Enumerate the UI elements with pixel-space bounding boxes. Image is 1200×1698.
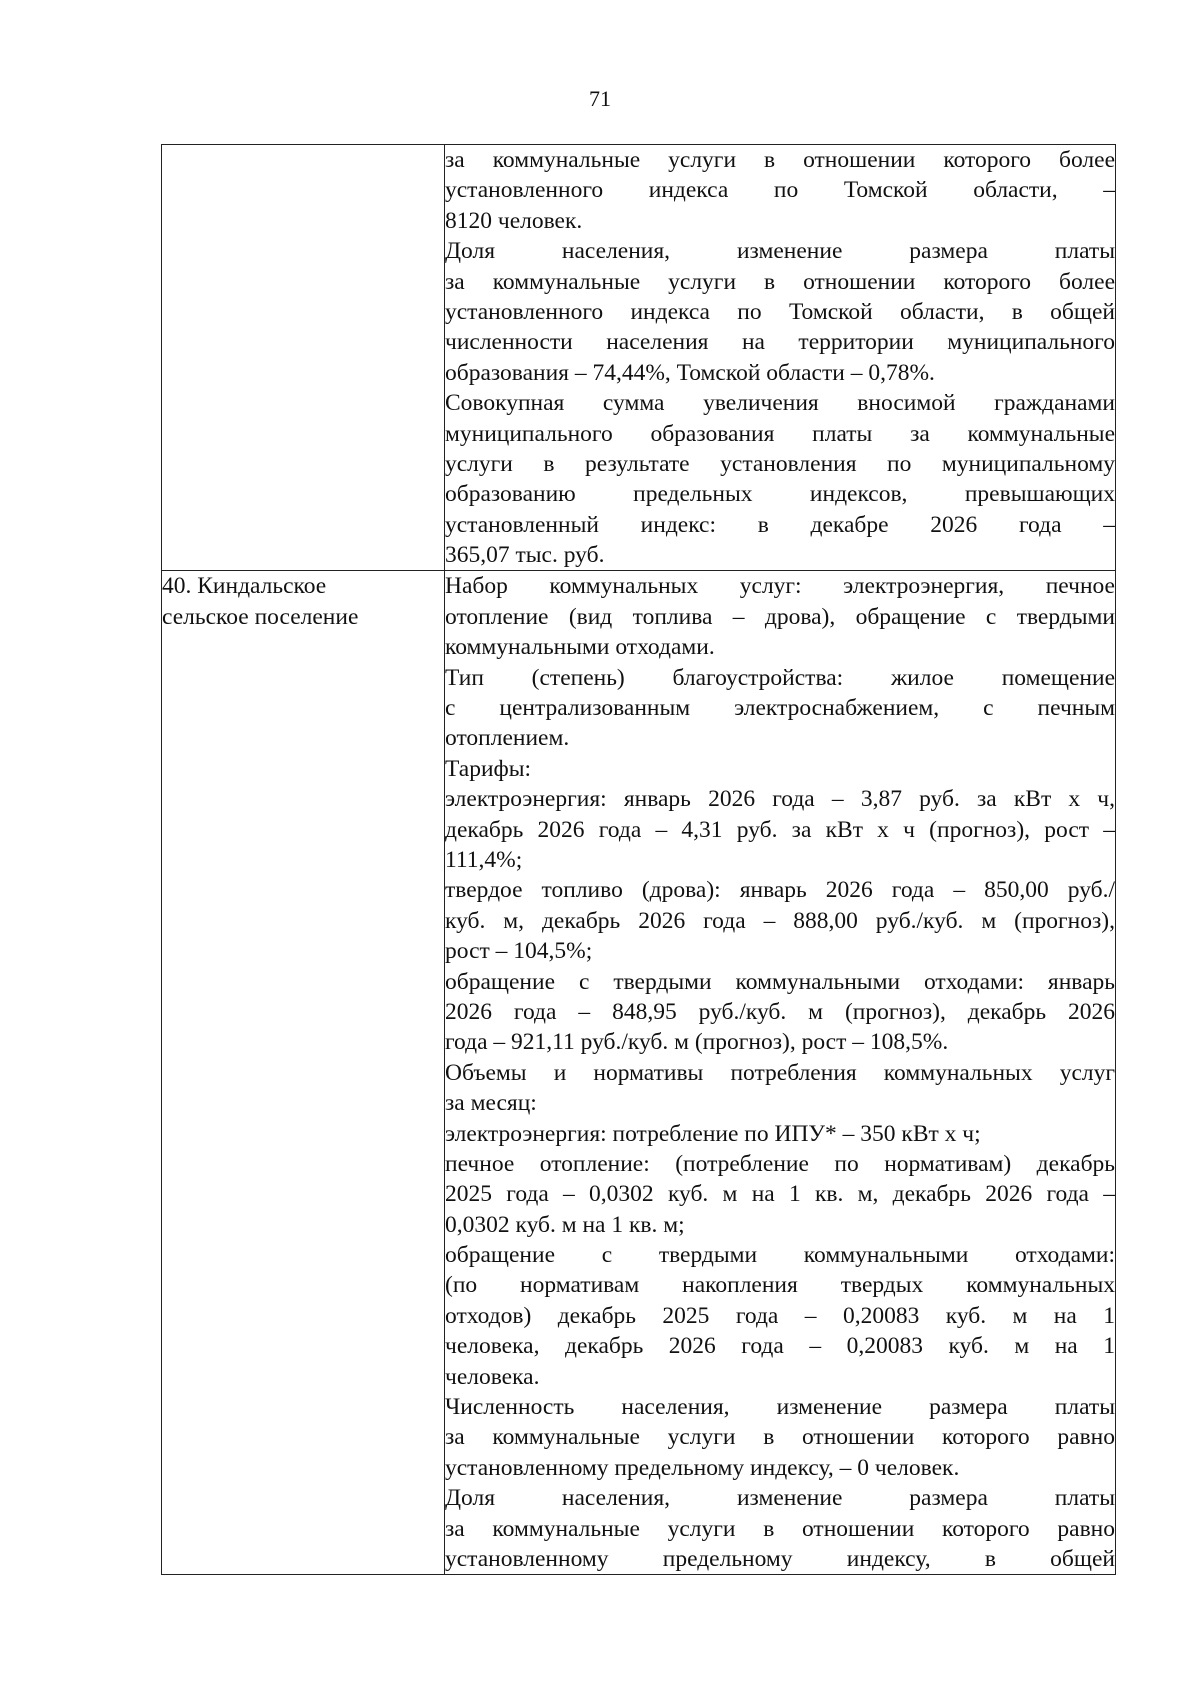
text-line: установленному предельному индексу, – 0 человек.	[445, 1454, 960, 1481]
text-line: куб. м, декабрь 2026 года – 888,00 руб./куб. м (прогноз),	[445, 907, 1115, 934]
text-line: отоплением.	[445, 725, 570, 752]
municipality-name-line: 40. Киндальское	[162, 573, 327, 600]
text-line: декабрь 2026 года – 4,31 руб. за кВт х ч (прогноз), рост –	[445, 816, 1115, 843]
text-line: 8120 человек.	[445, 207, 583, 234]
text-line: Тарифы:	[445, 755, 532, 782]
text-line: за коммунальные услуги в отношении которого равно	[445, 1424, 1115, 1451]
text-line: коммунальными отходами.	[445, 634, 715, 661]
table-row	[162, 571, 1116, 1575]
text-line: образованию предельных индексов, превышающих	[445, 481, 1115, 508]
text-line: рост – 104,5%;	[445, 938, 593, 965]
text-line: человека.	[445, 1363, 540, 1390]
table-body	[162, 145, 1116, 1575]
text-line: отопление (вид топлива – дрова), обращение с твердыми	[445, 603, 1115, 630]
text-line: муниципального образования платы за коммунальные	[445, 420, 1115, 447]
municipality-cell	[162, 145, 445, 571]
data-table	[161, 144, 1116, 1575]
text-line: Численность населения, изменение размера платы	[445, 1394, 1115, 1421]
text-line: образования – 74,44%, Томской области – 0,78%.	[445, 359, 935, 386]
text-line: за коммунальные услуги в отношении которого более	[445, 147, 1115, 173]
text-line: (по нормативам накопления твердых коммунальных	[445, 1272, 1115, 1299]
text-line: за коммунальные услуги в отношении которого равно	[445, 1515, 1115, 1542]
text-line: обращение с твердыми коммунальными отходами:	[445, 1242, 1115, 1269]
text-line: установленного индекса по Томской области, –	[445, 177, 1115, 204]
text-line: Тип (степень) благоустройства: жилое помещение	[445, 664, 1115, 691]
text-line: установленного индекса по Томской области, в общей	[445, 298, 1115, 325]
text-line: твердое топливо (дрова): январь 2026 года – 850,00 руб./	[445, 877, 1115, 904]
text-line: года – 921,11 руб./куб. м (прогноз), рост – 108,5%.	[445, 1029, 949, 1056]
text-line: услуги в результате установления по муниципальному	[445, 450, 1115, 477]
text-line: Объемы и нормативы потребления коммунальных услуг	[445, 1059, 1115, 1086]
text-line: Набор коммунальных услуг: электроэнергия, печное	[445, 573, 1115, 600]
text-line: с централизованным электроснабжением, с печным	[445, 695, 1115, 722]
text-line: обращение с твердыми коммунальными отходами: январь	[445, 968, 1115, 995]
text-line: человека, декабрь 2026 года – 0,20083 куб. м на 1	[445, 1333, 1115, 1360]
table-row	[162, 145, 1116, 571]
text-line: численности населения на территории муниципального	[445, 329, 1115, 356]
page-number: 71	[589, 86, 611, 111]
text-line: установленный индекс: в декабре 2026 года –	[445, 511, 1115, 538]
description-cell	[445, 571, 1116, 1575]
text-line: Совокупная сумма увеличения вносимой гражданами	[445, 390, 1115, 417]
text-line: электроэнергия: потребление по ИПУ* – 350 кВт х ч;	[445, 1120, 981, 1147]
text-line: за месяц:	[445, 1090, 537, 1117]
municipality-name-line: сельское поселение	[162, 603, 359, 630]
text-line: отходов) декабрь 2025 года – 0,20083 куб. м на 1	[445, 1302, 1115, 1329]
text-line: 111,4%;	[445, 846, 523, 873]
text-line: за коммунальные услуги в отношении которого более	[445, 268, 1115, 295]
description-cell	[445, 145, 1116, 571]
text-line: электроэнергия: январь 2026 года – 3,87 руб. за кВт х ч,	[445, 786, 1115, 813]
text-line: 2026 года – 848,95 руб./куб. м (прогноз), декабрь 2026	[445, 998, 1115, 1025]
text-line: 2025 года – 0,0302 куб. м на 1 кв. м, декабрь 2026 года –	[445, 1181, 1115, 1208]
text-line: 365,07 тыс. руб.	[445, 542, 605, 569]
text-line: печное отопление: (потребление по нормативам) декабрь	[445, 1150, 1115, 1177]
text-line: 0,0302 куб. м на 1 кв. м;	[445, 1211, 685, 1238]
municipality-cell	[162, 571, 445, 1575]
text-line: установленному предельному индексу, в общей	[445, 1545, 1115, 1572]
text-line: Доля населения, изменение размера платы	[445, 1485, 1115, 1512]
text-line: Доля населения, изменение размера платы	[445, 238, 1115, 265]
